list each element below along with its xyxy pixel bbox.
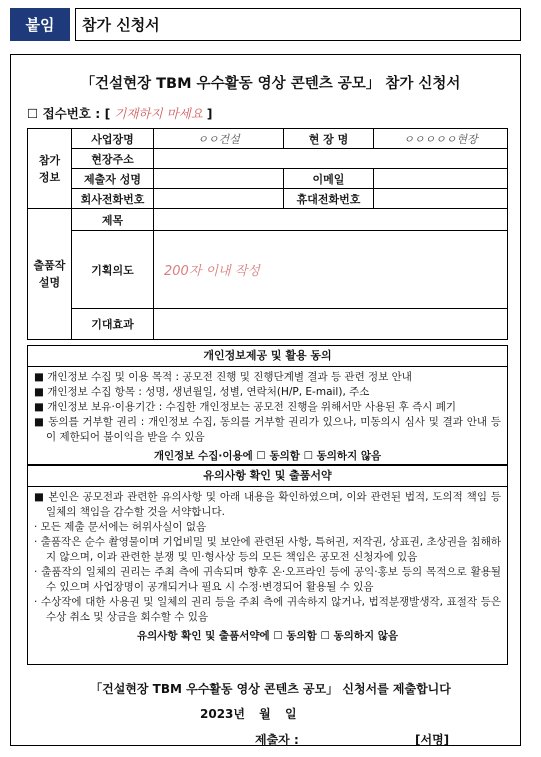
privacy-heading: 개인정보제공 및 활용 동의 <box>28 346 507 367</box>
header-bar <box>10 8 521 41</box>
privacy-item: ■ 동의를 거부할 권리 : 개인정보 수집, 동의를 거부할 권리가 있으나, 미동의시 심사 및 결과 안내 등이 제한되어 불이익을 받을 수 있음 <box>34 416 501 443</box>
caution-box <box>27 465 508 665</box>
document-title: 「건설현장 TBM 우수활동 영상 콘텐츠 공모」 참가 신청서 <box>80 76 461 92</box>
checkbox-icon[interactable]: ☐ <box>27 106 39 121</box>
effect-field[interactable] <box>154 309 508 340</box>
intent-field[interactable]: 200자 이내 작성 <box>154 231 508 309</box>
caution-item: · 출품작의 일체의 권리는 주최 측에 귀속되며 향후 온·오프라인 등에 공익·홍보 등의 목적으로 활용될 수 있으며 사업장명이 공개되거나 필요 시 수정·변경되어 활용될 수 있음 <box>34 566 501 593</box>
site-field[interactable]: ㅇㅇㅇㅇㅇ현장 <box>374 129 508 149</box>
effect-label: 기대효과 <box>72 309 154 340</box>
signer-label: 제출자 : <box>255 733 299 747</box>
email-label: 이메일 <box>284 169 374 189</box>
company-phone-field[interactable] <box>154 189 284 209</box>
receipt-close: ] <box>206 106 213 121</box>
privacy-item: ■ 개인정보 수집 항목 : 성명, 생년월일, 성별, 연락처(H/P, E-mail), 주소 <box>34 386 370 398</box>
caution-heading: 유의사항 확인 및 출품서약 <box>28 466 507 487</box>
caution-item: · 모든 제출 문서에는 허위사실이 없음 <box>34 521 207 533</box>
attachment-tag: 붙임 <box>10 8 70 41</box>
submitter-field[interactable] <box>154 169 284 189</box>
participant-section-text: 참가 정보 <box>38 153 61 184</box>
work-section-text: 출품작 설명 <box>33 259 66 289</box>
work-title-label: 제목 <box>72 209 154 231</box>
receipt-number <box>27 104 212 122</box>
receipt-hint: 기재하지 마세요 <box>110 106 207 121</box>
site-name-label: 사업장명 <box>72 129 154 149</box>
caution-item: · 수상작에 대한 사용권 및 일체의 권리 등을 주최 측에 귀속하지 않거나, 법적분쟁발생작, 표절작 등은 수상 취소 및 상금을 회수할 수 있음 <box>34 596 501 623</box>
privacy-item: ■ 개인정보 보유·이용기간 : 수집한 개인정보는 공모전 진행을 위해서만 사용된 후 즉시 폐기 <box>34 401 456 413</box>
signature-mark[interactable]: [서명] <box>415 733 450 747</box>
receipt-label: 접수번호 : [ <box>42 106 111 121</box>
mobile-label: 휴대전화번호 <box>284 189 374 209</box>
site-label: 현 장 명 <box>284 129 374 149</box>
intent-label: 기획의도 <box>72 231 154 309</box>
privacy-consent[interactable]: 개인정보 수집·이용에 ☐ 동의함 ☐ 동의하지 않음 <box>153 450 382 462</box>
work-title-field[interactable] <box>154 209 508 231</box>
submit-statement: 「건설현장 TBM 우수활동 영상 콘텐츠 공모」 신청서를 제출합니다 <box>90 682 451 696</box>
header-title: 참가 신청서 <box>75 8 521 41</box>
caution-item: ■ 본인은 공모전과 관련한 유의사항 및 아래 내용을 확인하였으며, 이와 관련된 법적, 도의적 책임 등 일체의 책임을 감수할 것을 서약합니다. <box>34 491 501 518</box>
address-field[interactable] <box>154 149 508 169</box>
privacy-box <box>27 345 508 465</box>
submit-date[interactable]: 2023년 월 일 <box>200 707 297 721</box>
privacy-item: ■ 개인정보 수집 및 이용 목적 : 공모전 진행 및 진행단계별 결과 등 관련 정보 안내 <box>34 371 412 383</box>
participant-section-label <box>28 129 72 209</box>
mobile-field[interactable] <box>374 189 508 209</box>
submitter-label: 제출자 성명 <box>72 169 154 189</box>
caution-body <box>28 487 507 644</box>
caution-consent[interactable]: 유의사항 확인 및 출품서약에 ☐ 동의함 ☐ 동의하지 않음 <box>136 630 399 642</box>
address-label: 현장주소 <box>72 149 154 169</box>
privacy-body <box>28 367 507 464</box>
work-section-label <box>28 209 72 340</box>
email-field[interactable] <box>374 169 508 189</box>
site-name-field[interactable]: ㅇㅇ건설 <box>154 129 284 149</box>
caution-item: · 출품작은 순수 촬영물이며 기업비밀 및 보안에 관련된 사항, 특허권, 저작권, 상표권, 초상권을 침해하지 않으며, 이과 관련한 분쟁 및 민·형사상 등의 모든 책임은 공모전 신청자에 있음 <box>34 536 501 563</box>
company-phone-label: 회사전화번호 <box>72 189 154 209</box>
application-table <box>27 128 508 340</box>
